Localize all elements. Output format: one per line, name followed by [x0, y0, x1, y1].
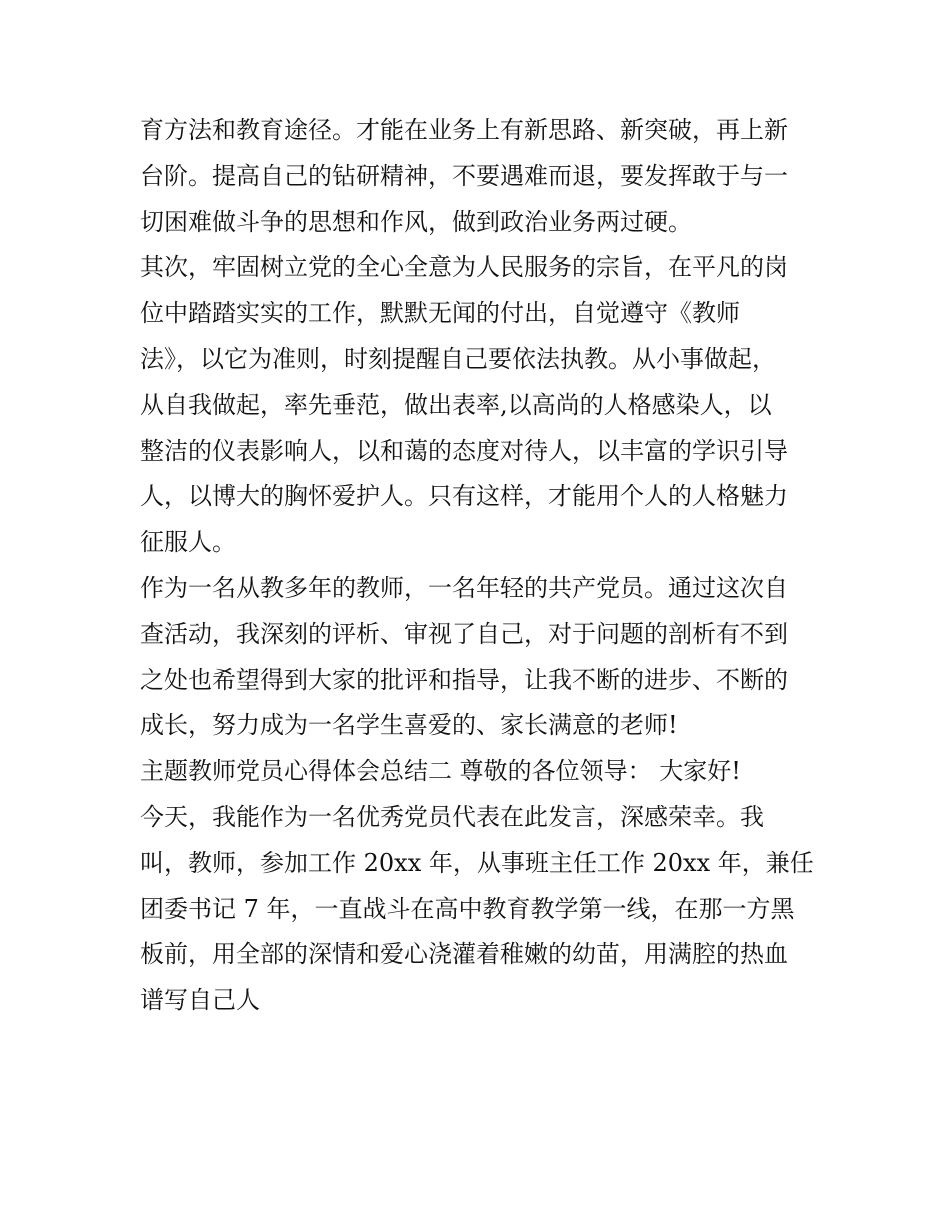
text-line: 成长，努力成为一名学生喜爱的、家长满意的老师! — [140, 711, 678, 740]
text-line: 之处也希望得到大家的批评和指导，让我不断的进步、不断的 — [140, 665, 788, 694]
text-line: 位中踏踏实实的工作，默默无闻的付出，自觉遵守《教师 — [140, 299, 740, 328]
text-line: 谱写自己人 — [140, 986, 260, 1015]
text-line: 查活动，我深刻的评析、审视了自己，对于问题的剖析有不到 — [140, 619, 788, 648]
text-line: 作为一名从教多年的教师，一名年轻的共产党员。通过这次自 — [140, 573, 788, 602]
text-line: 整洁的仪表影响人，以和蔼的态度对待人，以丰富的学识引导 — [140, 436, 788, 465]
text-line: 从自我做起，率先垂范，做出表率,以高尚的人格感染人，以 — [140, 390, 772, 419]
text-line: 人，以博大的胸怀爱护人。只有这样，才能用个人的人格魅力 — [140, 482, 788, 511]
text-line: 叫，教师，参加工作 20xx 年，从事班主任工作 20xx 年，兼任 — [140, 848, 814, 877]
text-line: 征服人。 — [140, 528, 236, 557]
text-line: 团委书记 7 年，一直战斗在高中教育教学第一线，在那一方黑 — [140, 894, 795, 923]
text-line: 法》，以它为准则，时刻提醒自己要依法执教。从小事做起， — [140, 344, 776, 373]
text-line: 育方法和教育途径。才能在业务上有新思路、新突破，再上新 — [140, 116, 788, 144]
text-line: 今天，我能作为一名优秀党员代表在此发言，深感荣幸。我 — [140, 802, 764, 831]
text-line: 台阶。提高自己的钻研精神，不要遇难而退，要发挥敢于与一 — [140, 161, 788, 190]
document-body — [140, 108, 820, 1024]
section-title-line: 主题教师党员心得体会总结二 尊敬的各位领导： 大家好! — [140, 757, 741, 786]
text-line: 其次，牢固树立党的全心全意为人民服务的宗旨，在平凡的岗 — [140, 253, 788, 282]
text-line: 板前，用全部的深情和爱心浇灌着稚嫩的幼苗，用满腔的热血 — [140, 940, 788, 969]
text-line: 切困难做斗争的思想和作风，做到政治业务两过硬。 — [140, 207, 692, 236]
